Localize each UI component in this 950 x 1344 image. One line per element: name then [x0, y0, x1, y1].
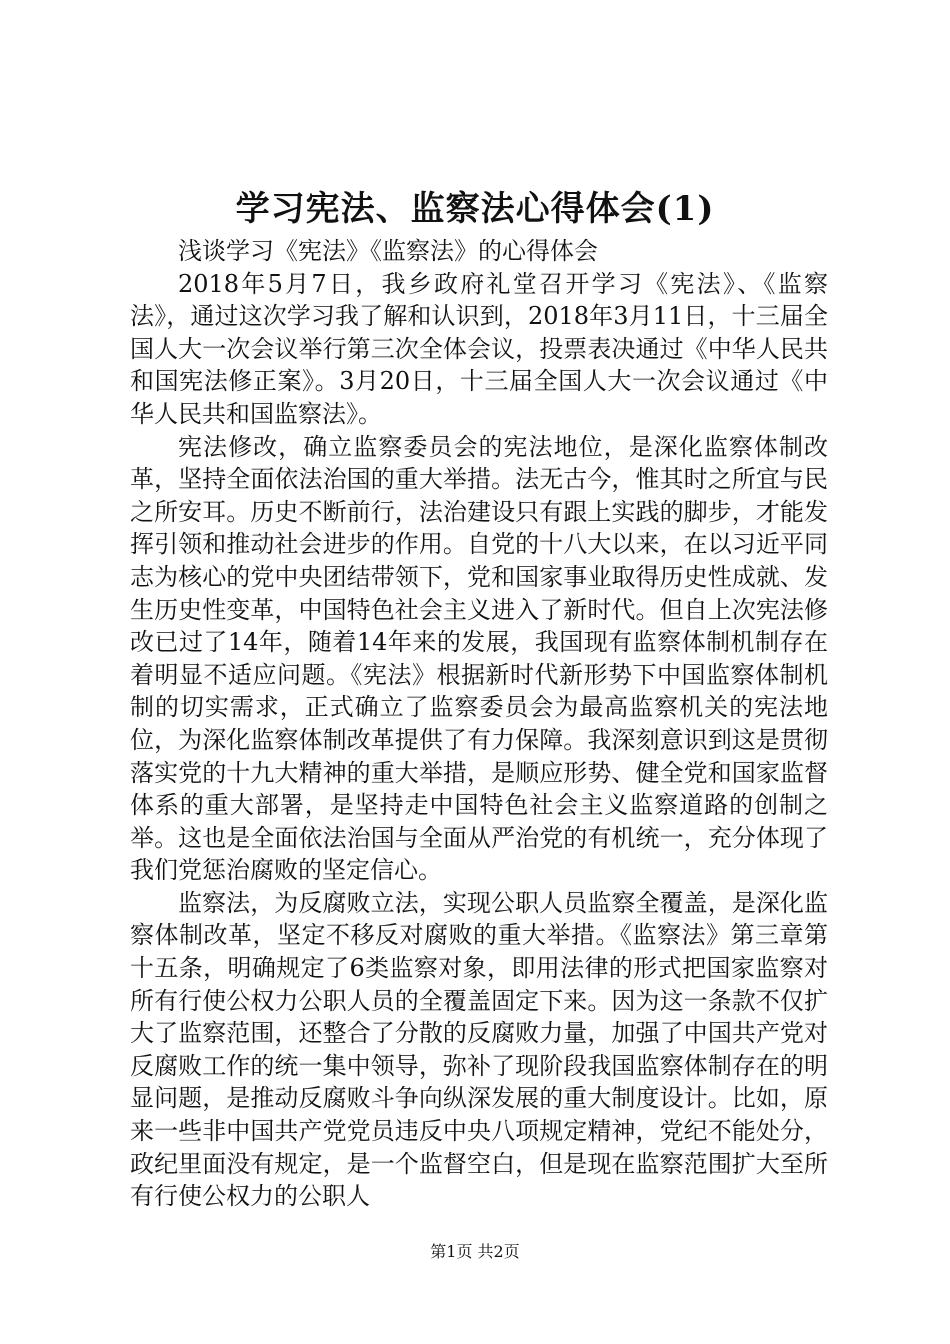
body-paragraph: 2018年5月7日，我乡政府礼堂召开学习《宪法》、《监察法》，通过这次学习我了解和认识到，2018年3月11日，十三届全国人大一次会议举行第三次全体会议，投票表决通过《中华人民共和国宪法修正案》。3月20日，十三届全国人大一次会议通过《中华人民共和国监察法》。: [130, 269, 828, 428]
subtitle-paragraph: 浅谈学习《宪法》《监察法》的心得体会: [178, 237, 598, 265]
page-number-footer: 第1页 共2页: [430, 1242, 520, 1261]
document-title: 学习宪法、监察法心得体会(1): [235, 189, 715, 229]
body-paragraph: 宪法修改，确立监察委员会的宪法地位，是深化监察体制改革，坚持全面依法治国的重大举措。法无古今，惟其时之所宜与民之所安耳。历史不断前行，法治建设只有跟上实践的脚步，才能发挥引领和推动社会进步的作用。自党的十八大以来，在以习近平同志为核心的党中央团结带领下，党和国家事业取得历史性成就、发生历史性变革，中国特色社会主义进入了新时代。但自上次宪法修改已过了14年，随着14年来的发展，我国现有监察体制机制存在着明显不适应问题。《宪法》根据新时代新形势下中国监察体制机制的切实需求，正式确立了监察委员会为最高监察机关的宪法地位，为深化监察体制改革提供了有力保障。我深刻意识到这是贯彻落实党的十九大精神的重大举措，是顺应形势、健全党和国家监督体系的重大部署，是坚持走中国特色社会主义监察道路的创制之举。这也是全面依法治国与全面从严治党的有机统一，充分体现了我们党惩治腐败的坚定信心。: [130, 432, 828, 885]
document-body: [130, 235, 828, 1213]
body-paragraph: 监察法，为反腐败立法，实现公职人员监察全覆盖，是深化监察体制改革，坚定不移反对腐败的重大举措。《监察法》第三章第十五条，明确规定了6类监察对象，即用法律的形式把国家监察对所有行使公权力公职人员的全覆盖固定下来。因为这一条款不仅扩大了监察范围，还整合了分散的反腐败力量，加强了中国共产党对反腐败工作的统一集中领导，弥补了现阶段我国监察体制存在的明显问题，是推动反腐败斗争向纵深发展的重大制度设计。比如，原来一些非中国共产党党员违反中央八项规定精神，党纪不能处分，政纪里面没有规定，是一个监督空白，但是现在监察范围扩大至所有行使公权力的公职人: [130, 888, 828, 1211]
